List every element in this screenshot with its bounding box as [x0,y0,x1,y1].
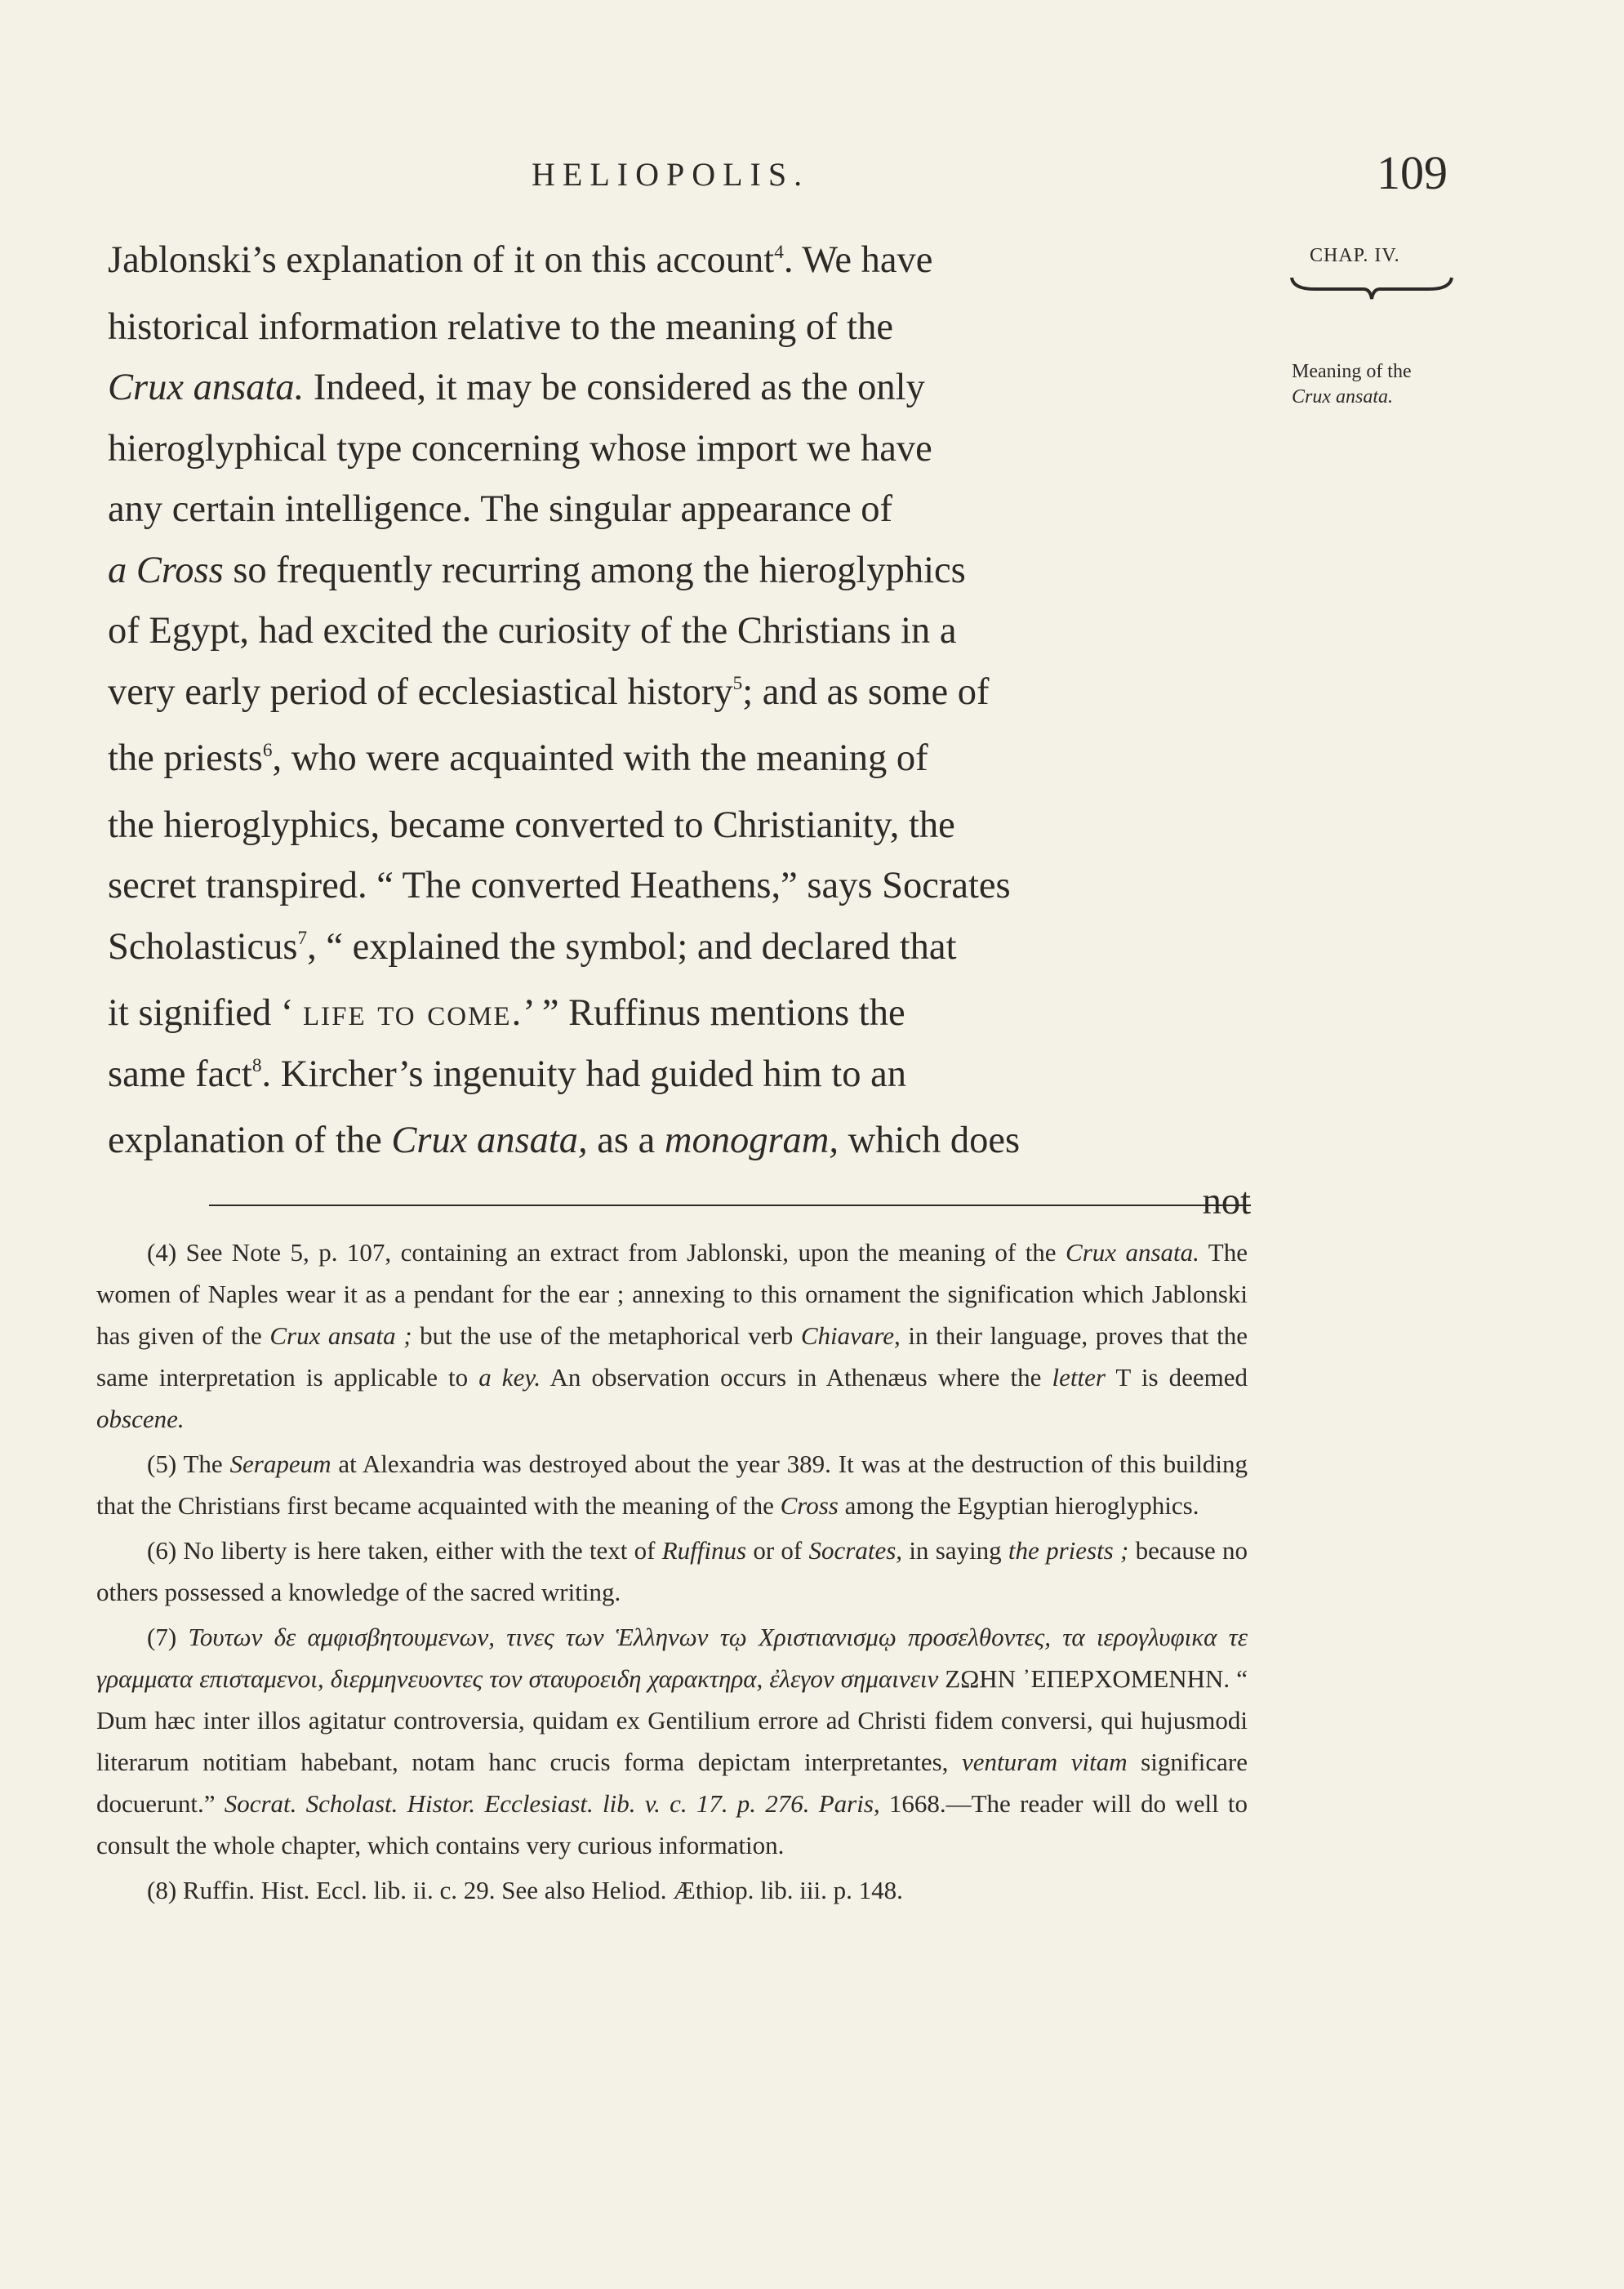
text-line: it signified ‘ life to come.’ ” Ruffinus mentions the [108,992,905,1034]
text-line: a Cross so frequently recurring among the hieroglyphics [108,549,966,591]
text-line: the priests$^6$, who were acquainted with the meaning of [108,737,928,779]
text-line: Scholasticus$^7$, “ explained the symbol; and declared that [108,925,957,968]
text-line: any certain intelligence. The singular appearance of [108,488,892,530]
text-line: Jablonski’s explanation of it on this account$^4$. We have [108,239,933,281]
footnote-ref: 8 [251,1055,262,1077]
text-line: explanation of the Crux ansata, as a monogram, which does [108,1120,1021,1161]
text-line: Crux ansata. Indeed, it may be considered as the only [108,367,925,408]
page-number: 109 [1377,146,1448,199]
footnote-4: (4) See Note 5, p. 107, containing an extract from Jablonski, upon the meaning of the Crux ansata. The women of Naples wear it as a pendant for the ear ; annexing to this ornament the signification which Jablonski has given of the Crux ansata ; but the use of the metaphorical verb Chiavare, in their language, proves that the same interpretation is applicable to a key. An observation occurs in Athenæus where the letter T is deemed obscene. [96,1238,1248,1433]
footnote-6: (6) No liberty is here taken, either with the text of Ruffinus or of Socrates, in saying the priests ; because no others possessed a knowledge of the sacred writing. [96,1536,1248,1606]
text-line: hieroglyphical type concerning whose import we have [108,427,932,470]
text-line: of Egypt, had excited the curiosity of the Christians in a [108,610,957,652]
brace-icon [1290,274,1453,302]
footnote-7: (7) Τουτων δε αμφισβητουμενων, τινες των Ἑλληνων τῳ Χριστιανισμῳ προσελθοντες, τα ιερογλυφικα τε γραμματα επισταμενοι, διερμηνευοντες τον σταυροειδη χαρακτηρα, ἐλεγον σημαινειν ΖΩΗΝ ᾿ΕΠΕΡΧΟΜΕΝΗΝ. “ Dum hæc inter illos agitatur controversia, quidam ex Gentilium errore ad Christi fidem conversi, qui hujusmodi literarum notitiam habebant, notam hanc crucis forma depictam interpretantes, venturam vitam significare docuerunt.” Socrat. Scholast. Histor. Ecclesiast. lib. v. c. 17. p. 276. Paris, 1668.—The reader will do well to consult the whole chapter, which contains very curious information. [96,1623,1248,1859]
text-line: same fact$^8$. Kircher’s ingenuity had guided him to an [108,1053,906,1095]
margin-chapter-label: CHAP. IV. [1310,245,1400,266]
running-header: HELIOPOLIS. [532,156,810,193]
footnote-5: (5) The Serapeum at Alexandria was destroyed about the year 389. It was at the destruction of this building that the Christians first became acquainted with the meaning of the Cross among the Egyptian hieroglyphics. [96,1450,1248,1520]
text-line: very early period of ecclesiastical history$^5$; and as some of [108,670,990,713]
text-line: secret transpired. “ The converted Heathens,” says Socrates [108,865,1011,906]
text-line: historical information relative to the meaning of the [108,305,893,348]
footnote-ref: 5 [732,673,743,695]
footnote-ref: 6 [262,739,273,761]
footnote-8: (8) Ruffin. Hist. Eccl. lib. ii. c. 29. See also Heliod. Æthiop. lib. iii. p. 148. [147,1876,903,1904]
text-line: the hieroglyphics, became converted to Christianity, the [108,804,955,846]
catchword: not [1202,1180,1251,1222]
footnote-ref: 7 [297,928,308,950]
margin-note: Meaning of the Crux ansata. [1292,361,1412,407]
footnote-ref: 4 [774,241,784,263]
footnote-divider [209,1205,1251,1206]
footnotes [96,1231,1248,1914]
main-text [108,230,1251,1232]
